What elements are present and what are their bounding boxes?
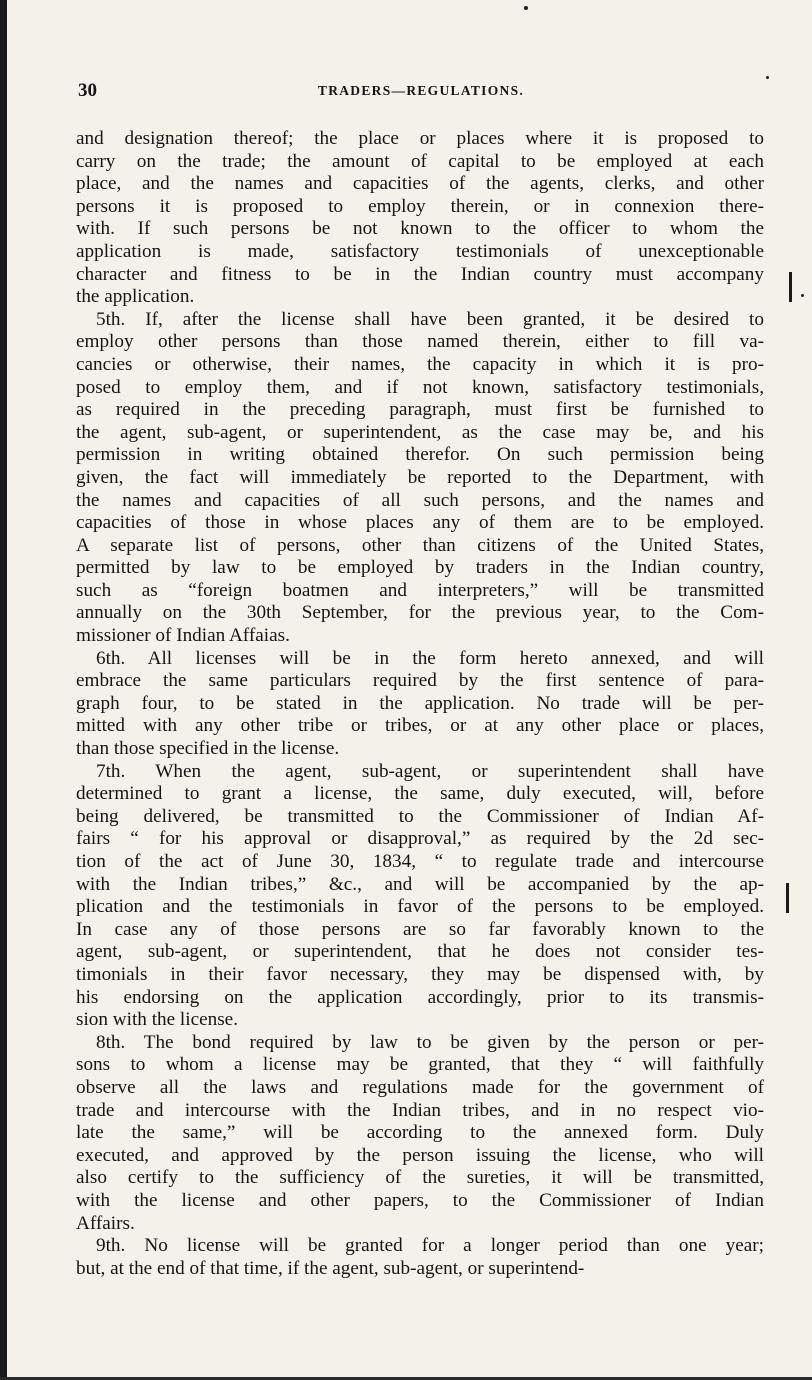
text-line: the agent, sub-agent, or superintendent, as the case may be, and his: [76, 421, 764, 443]
page-number: 30: [78, 80, 97, 101]
text-line: as required in the preceding paragraph, must first be furnished to: [76, 399, 764, 421]
text-line: agent, sub-agent, or superintendent, that he does not consider tes-: [76, 941, 764, 963]
text-line: application is made, satisfactory testimonials of unexceptionable: [76, 240, 764, 262]
page-header: [76, 80, 766, 104]
text-line: carry on the trade; the amount of capital to be employed at each: [76, 150, 764, 172]
text-line: trade and intercourse with the Indian tribes, and in no respect vio-: [76, 1099, 764, 1121]
text-line: with. If such persons be not known to the officer to whom the: [76, 218, 764, 240]
text-line: tion of the act of June 30, 1834, “ to regulate trade and intercourse: [76, 851, 764, 872]
text-line: plication and the testimonials in favor of the persons to be employed.: [76, 896, 764, 918]
text-line: given, the fact will immediately be reported to the Department, with: [76, 466, 764, 488]
text-line: 7th. When the agent, sub-agent, or superintendent shall have: [96, 760, 764, 782]
text-line: permission in writing obtained therefor. On such permission being: [76, 444, 764, 466]
paragraph: [76, 309, 764, 648]
text-line: In case any of those persons are so far favorably known to the: [76, 918, 764, 940]
text-line: annually on the 30th September, for the previous year, to the Com-: [76, 602, 764, 624]
scan-speck: [524, 6, 528, 10]
running-head: TRADERS—REGULATIONS.: [317, 83, 525, 98]
text-line: Affairs.: [76, 1212, 135, 1234]
text-line: with the license and other papers, to the Commissioner of Indian: [76, 1189, 764, 1211]
text-line: character and fitness to be in the Indian country must accompany: [76, 263, 764, 285]
paragraph: [76, 648, 764, 761]
paragraph: [76, 128, 764, 309]
text-line: graph four, to be stated in the application. No trade will be per-: [76, 692, 764, 714]
text-line: missioner of Indian Affaias.: [76, 625, 290, 647]
body-text: [76, 128, 764, 1280]
text-line: with the Indian tribes,” &c., and will be accompanied by the ap-: [76, 873, 764, 895]
text-line: the application.: [76, 286, 195, 308]
paragraph: [76, 1032, 764, 1235]
text-line: mitted with any other tribe or tribes, or at any other place or places,: [76, 715, 764, 737]
text-line: cancies or otherwise, their names, the capacity in which it is pro-: [76, 353, 764, 375]
scan-speck: [801, 294, 804, 297]
text-line: 6th. All licenses will be in the form hereto annexed, and will: [96, 647, 764, 669]
text-line: observe all the laws and regulations made for the government of: [76, 1076, 764, 1098]
text-line: but, at the end of that time, if the agent, sub-agent, or superintend-: [76, 1257, 585, 1279]
margin-mark: [786, 883, 789, 913]
scan-speck: [766, 76, 769, 79]
margin-mark: [789, 272, 792, 302]
text-line: executed, and approved by the person issuing the license, who will: [76, 1144, 764, 1166]
paragraph: [76, 761, 764, 1032]
text-line: capacities of those in whose places any of them are to be employed.: [76, 512, 764, 534]
text-line: 9th. No license will be granted for a longer period than one year;: [96, 1235, 764, 1257]
text-line: and designation thereof; the place or places where it is proposed to: [76, 128, 764, 149]
text-line: being delivered, be transmitted to the Commissioner of Indian Af-: [76, 805, 764, 827]
text-line: such as “foreign boatmen and interpreters,” will be transmitted: [76, 579, 764, 601]
paragraph: [76, 1235, 764, 1280]
text-line: posed to employ them, and if not known, satisfactory testimonials,: [76, 376, 764, 398]
text-line: persons it is proposed to employ therein, or in connexion there-: [76, 195, 764, 217]
text-line: place, and the names and capacities of the agents, clerks, and other: [76, 173, 764, 195]
text-line: fairs “ for his approval or disapproval,” as required by the 2d sec-: [76, 828, 764, 850]
text-line: his endorsing on the application accordingly, prior to its transmis-: [76, 986, 764, 1008]
text-line: sons to whom a license may be granted, that they “ will faithfully: [76, 1054, 764, 1076]
text-line: 5th. If, after the license shall have been granted, it be desired to: [96, 308, 764, 330]
text-line: the names and capacities of all such persons, and the names and: [76, 489, 764, 511]
scan-edge-left: [0, 0, 7, 1380]
text-line: also certify to the sufficiency of the sureties, it will be transmitted,: [76, 1167, 764, 1189]
text-line: 8th. The bond required by law to be given by the person or per-: [96, 1031, 764, 1053]
text-line: employ other persons than those named therein, either to fill va-: [76, 331, 764, 353]
text-line: timonials in their favor necessary, they may be dispensed with, by: [76, 963, 764, 985]
text-line: permitted by law to be employed by traders in the Indian country,: [76, 557, 764, 579]
text-line: late the same,” will be according to the annexed form. Duly: [76, 1122, 764, 1144]
text-line: determined to grant a license, the same, duly executed, will, before: [76, 783, 764, 805]
text-line: sion with the license.: [76, 1009, 238, 1031]
text-line: than those specified in the license.: [76, 738, 340, 760]
text-line: embrace the same particulars required by the first sentence of para-: [76, 670, 764, 692]
text-line: A separate list of persons, other than citizens of the United States,: [76, 534, 764, 556]
